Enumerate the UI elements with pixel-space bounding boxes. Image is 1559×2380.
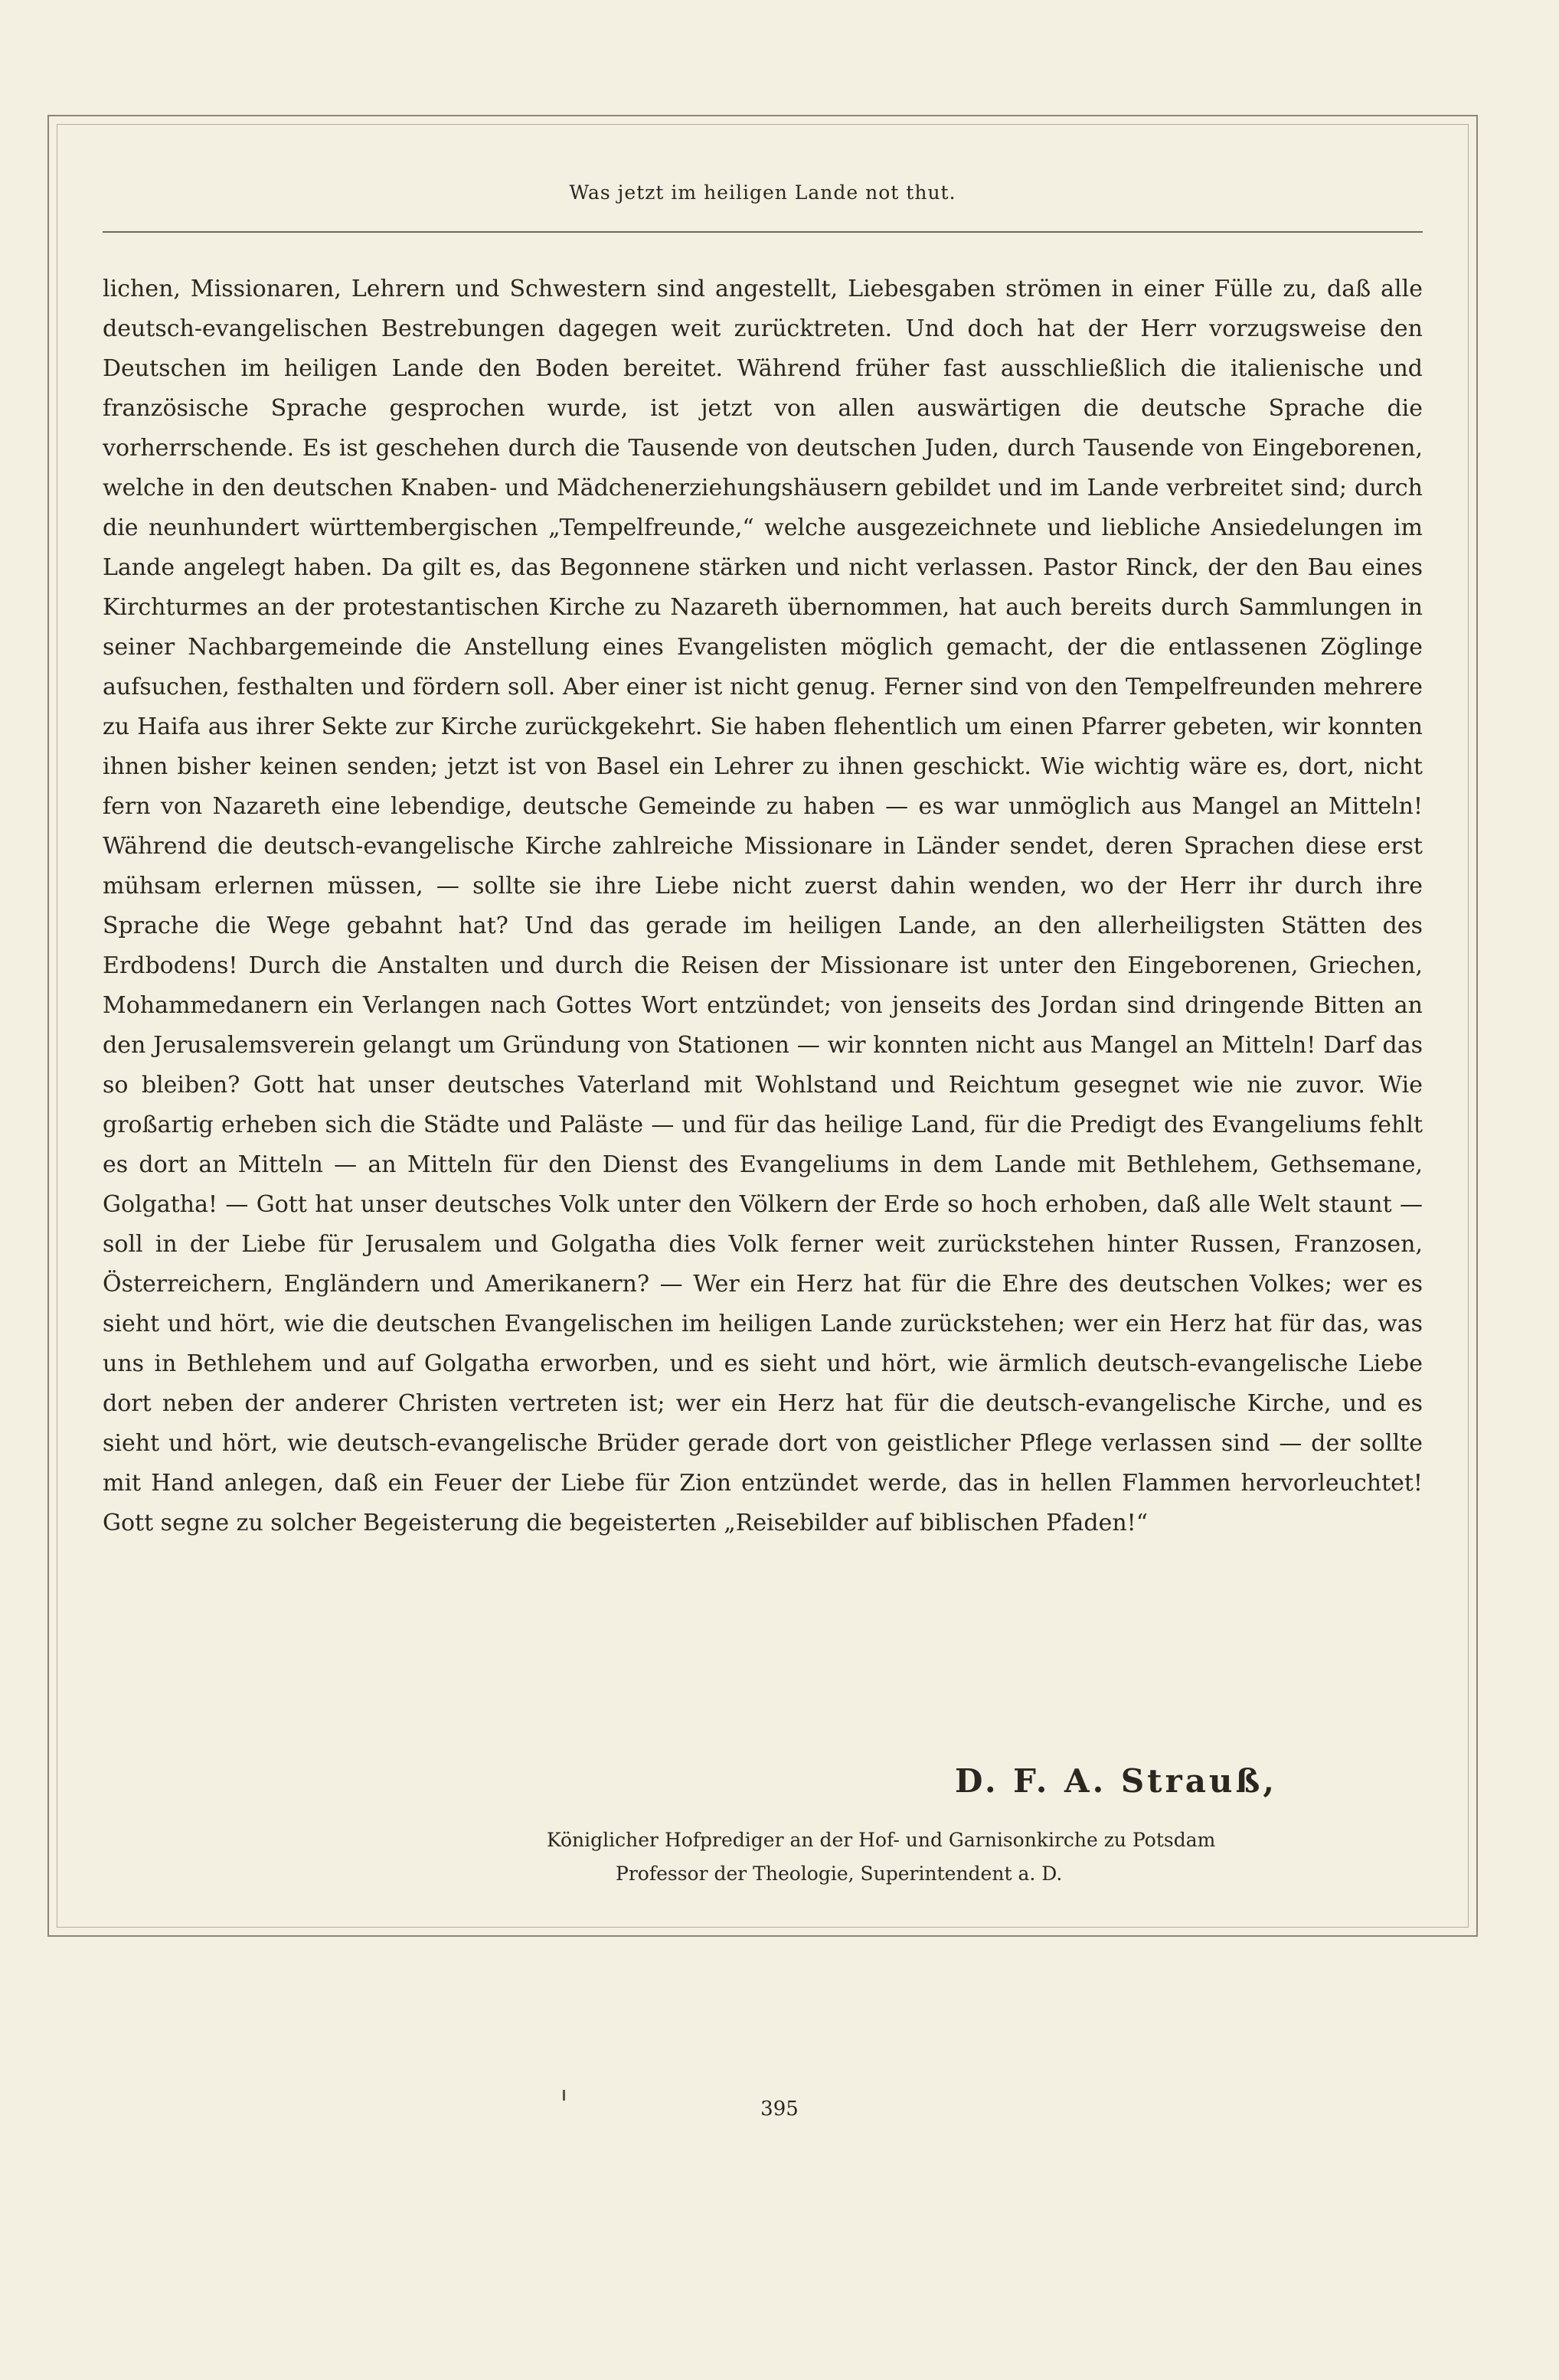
affiliation-line-1: Königlicher Hofprediger an der Hof- und Garnisonkirche zu Potsdam: [547, 1829, 1216, 1851]
affiliation-line-2: Professor der Theologie, Superintendent a. D.: [616, 1863, 1063, 1885]
signature: D. F. A. Strauß,: [955, 1762, 1277, 1800]
page-frame: [47, 115, 1478, 1937]
author-affiliation: [547, 1823, 1446, 1891]
header-rule: [103, 231, 1423, 233]
running-head: Was jetzt im heiligen Lande not thut.: [569, 181, 956, 204]
body-paragraph: lichen, Missionaren, Lehrern und Schwestern sind angestellt, Liebesgaben strömen in einer Fülle zu, daß alle deutsch-evangelischen Bestrebungen dagegen weit zurücktreten. Und doch hat der Herr vorzugsweise den Deutschen im heiligen Lande den Boden bereitet. Während früher fast ausschließlich die italienische und französische Sprache gesprochen wurde, ist jetzt von allen auswärtigen die deutsche Sprache die vorherrschende. Es ist geschehen durch die Tausende von deutschen Juden, durch Tausende von Eingeborenen, welche in den deutschen Knaben- und Mädchenerziehungshäusern gebildet und im Lande verbreitet sind; durch die neunhundert württembergischen „Tempelfreunde,“ welche ausgezeichnete und liebliche Ansiedelungen im Lande angelegt haben. Da gilt es, das Begonnene stärken und nicht verlassen. Pastor Rinck, der den Bau eines Kirchturmes an der protestantischen Kirche zu Nazareth übernommen, hat auch bereits durch Sammlungen in seiner Nachbargemeinde die Anstellung eines Evangelisten möglich gemacht, der die entlassenen Zöglinge aufsuchen, festhalten und fördern soll. Aber einer ist nicht genug. Ferner sind von den Tempelfreunden mehrere zu Haifa aus ihrer Sekte zur Kirche zurückgekehrt. Sie haben flehentlich um einen Pfarrer gebeten, wir konnten ihnen bisher keinen senden; jetzt ist von Basel ein Lehrer zu ihnen geschickt. Wie wichtig wäre es, dort, nicht fern von Nazareth eine lebendige, deutsche Gemeinde zu haben — es war unmöglich aus Mangel an Mitteln! Während die deutsch-evangelische Kirche zahlreiche Missionare in Länder sendet, deren Sprachen diese erst mühsam erlernen müssen, — sollte sie ihre Liebe nicht zuerst dahin wenden, wo der Herr ihr durch ihre Sprache die Wege gebahnt hat? Und das gerade im heiligen Lande, an den allerheiligsten Stätten des Erdbodens! Durch die Anstalten und durch die Reisen der Missionare ist unter den Eingeborenen, Griechen, Mohammedanern ein Verlangen nach Gottes Wort entzündet; von jenseits des Jordan sind dringende Bitten an den Jerusalemsverein gelangt um Gründung von Stationen — wir konnten nicht aus Mangel an Mitteln! Darf das so bleiben? Gott hat unser deutsches Vaterland mit Wohlstand und Reichtum gesegnet wie nie zuvor. Wie großartig erheben sich die Städte und Paläste — und für das heilige Land, für die Predigt des Evangeliums fehlt es dort an Mitteln — an Mitteln für den Dienst des Evangeliums in dem Lande mit Bethlehem, Gethsemane, Golgatha! — Gott hat unser deutsches Volk unter den Völkern der Erde so hoch erhoben, daß alle Welt staunt — soll in der Liebe für Jerusalem und Golgatha dies Volk ferner weit zurückstehen hinter Russen, Franzosen, Österreichern, Engländern und Amerikanern? — Wer ein Herz hat für die Ehre des deutschen Volkes; wer es sieht und hört, wie die deutschen Evangelischen im heiligen Lande zurückstehen; wer ein Herz hat für das, was uns in Bethlehem und auf Golgatha erworben, und es sieht und hört, wie ärmlich deutsch-evangelische Liebe dort neben der anderer Christen vertreten ist; wer ein Herz hat für die deutsch-evangelische Kirche, und es sieht und hört, wie deutsch-evangelische Brüder gerade dort von geistlicher Pflege verlassen sind — der sollte mit Hand anlegen, daß ein Feuer der Liebe für Zion entzündet werde, das in hellen Flammen hervorleuchtet! Gott segne zu solcher Begeisterung die begeisterten „Reisebilder auf biblischen Pfaden!“: [103, 276, 1423, 1536]
page-number: 395: [760, 2098, 799, 2120]
